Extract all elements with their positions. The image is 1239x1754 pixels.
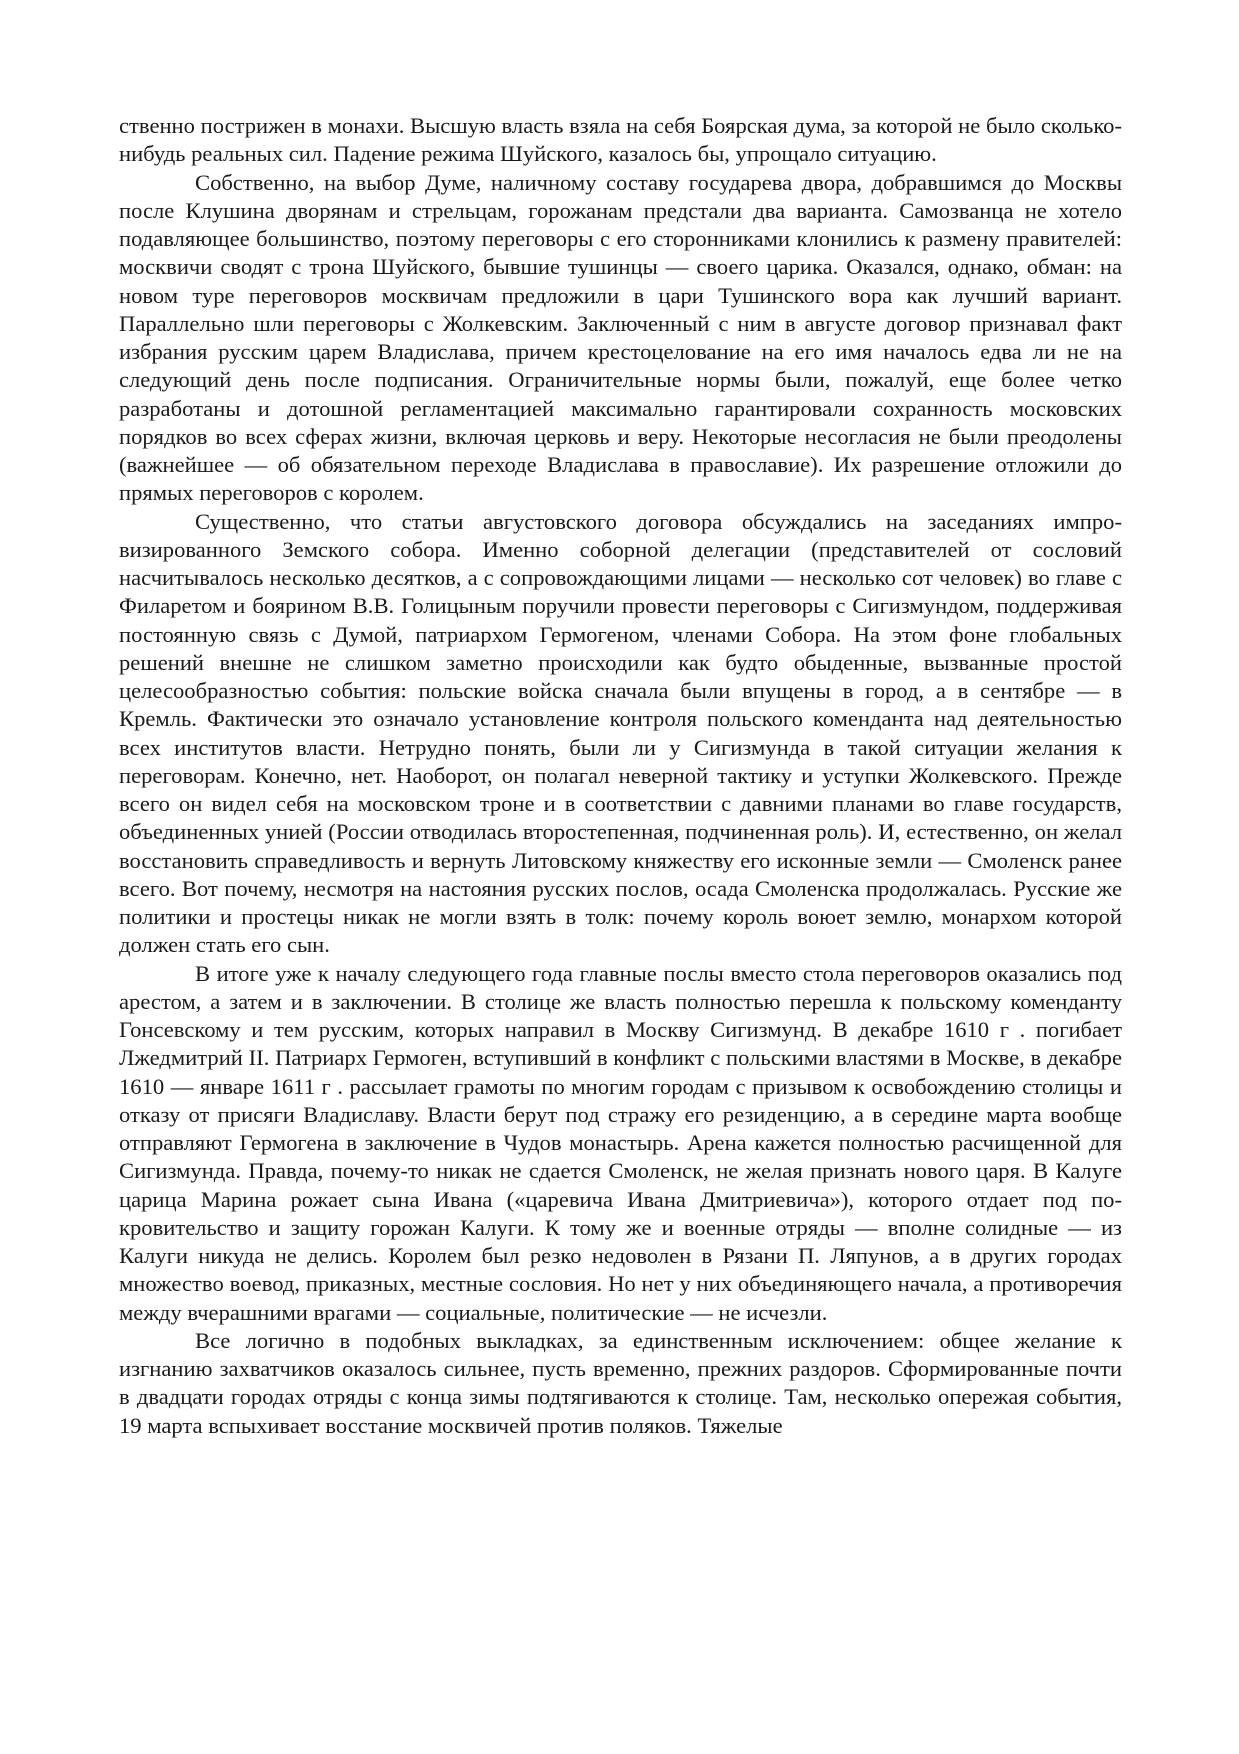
document-page [119,112,1122,1440]
paragraph-4: В итоге уже к началу следующего года главные послы вместо стола переговоров оказались под арестом, а затем и в заключении. В столице же власть полностью перешла к польскому коменданту Гонсевскому и тем русским, которых направил в Москву Сигизмунд. В декабре 1610 г . погибает Лжедмитрий II. Патриарх Гермоген, вступивший в конфликт с польскими властями в Москве, в декабре 1610 — январе 1611 г . рассылает грамоты по многим городам с призывом к освобождению столицы и отказу от присяги Владиславу. Власти берут под стражу его резиденцию, а в середине марта вообще отправляют Гермогена в заключение в Чудов монастырь. Арена кажется полностью расчищенной для Сигизмунда. Правда, почему-то никак не сдается Смоленск, не желая признать нового царя. В Калуге царица Марина рожает сына Ивана («царевича Ивана Дмитриевича»), которого отдает под покровительство и защиту горожан Калуги. К тому же и военные отряды — вполне солидные — из Калуги никуда не делись. Королем был резко недоволен в Рязани П. Ляпунов, а в других городах множество воевод, приказных, местные сословия. Но нет у них объединяющего начала, а противоречия между вчерашними врагами — социальные, политические — не исчезли. [119,960,1122,1325]
paragraph-3: Существенно, что статьи августовского договора обсуждались на заседаниях импровизированного Земского собора. Именно соборной делегации (представителей от сословий насчитывалось несколько десятков, а с сопровождающими лицами — несколько сот человек) во главе с Филаретом и боярином В.В. Голицыным поручили провести переговоры с Сигизмундом, поддерживая постоянную связь с Думой, патриархом Гермогеном, членами Собора. На этом фоне глобальных решений внешне не слишком заметно происходили как будто обыденные, вызванные простой целесообразностью события: польские войска сначала были впущены в город, а в сентябре — в Кремль. Фактически это означало установление контроля польского коменданта над деятельностью всех институтов власти. Нетрудно понять, были ли у Сигизмунда в такой ситуации желания к переговорам. Конечно, нет. Наоборот, он полагал неверной тактику и уступки Жолкевского. Прежде всего он видел себя на московском троне и в соответствии с давними планами во главе государств, объединенных унией (России отводилась второстепенная, подчиненная роль). И, естественно, он желал восстановить справедливость и вернуть Литовскому княжеству его исконные земли — Смоленск ранее всего. Вот почему, несмотря на настояния русских послов, осада Смоленска продолжалась. Русские же политики и простецы никак не могли взять в толк: почему король воюет землю, монархом которой должен стать его сын. [119,508,1122,958]
paragraph-5: Все логично в подобных выкладках, за единственным исключением: общее желание к изгнанию захватчиков оказалось сильнее, пусть временно, прежних раздоров. Сформированные почти в двадцати городах отряды с конца зимы подтягиваются к столице. Там, несколько опережая события, 19 марта вспыхивает восстание москвичей против поляков. Тяжелые [119,1327,1122,1438]
paragraph-2: Собственно, на выбор Думе, наличному составу государева двора, добравшимся до Москвы после Клушина дворянам и стрельцам, горожанам предстали два варианта. Самозванца не хотело подавляющее большинство, поэтому переговоры с его сторонниками клонились к размену правителей: москвичи сводят с трона Шуйского, бывшие тушинцы — своего царика. Оказался, однако, обман: на новом туре переговоров москвичам предложили в цари Тушинского вора как лучший вариант. Параллельно шли переговоры с Жолкевским. Заключенный с ним в августе договор признавал факт избрания русским царем Владислава, причем крестоцелование на его имя началось едва ли не на следующий день после подписания. Ограничительные нормы были, пожалуй, еще более четко разработаны и дотошной регламентацией максимально гарантировали сохранность московских порядков во всех сферах жизни, включая церковь и веру. Некоторые несогласия не были преодолены (важнейшее — об обязательном переходе Владислава в православие). Их разрешение отложили до прямых переговоров с королем. [119,169,1122,506]
paragraph-1: ственно пострижен в монахи. Высшую власть взяла на себя Боярская дума, за которой не было сколько-нибудь реальных сил. Падение режима Шуйского, казалось бы, упрощало ситуацию. [119,113,1122,167]
